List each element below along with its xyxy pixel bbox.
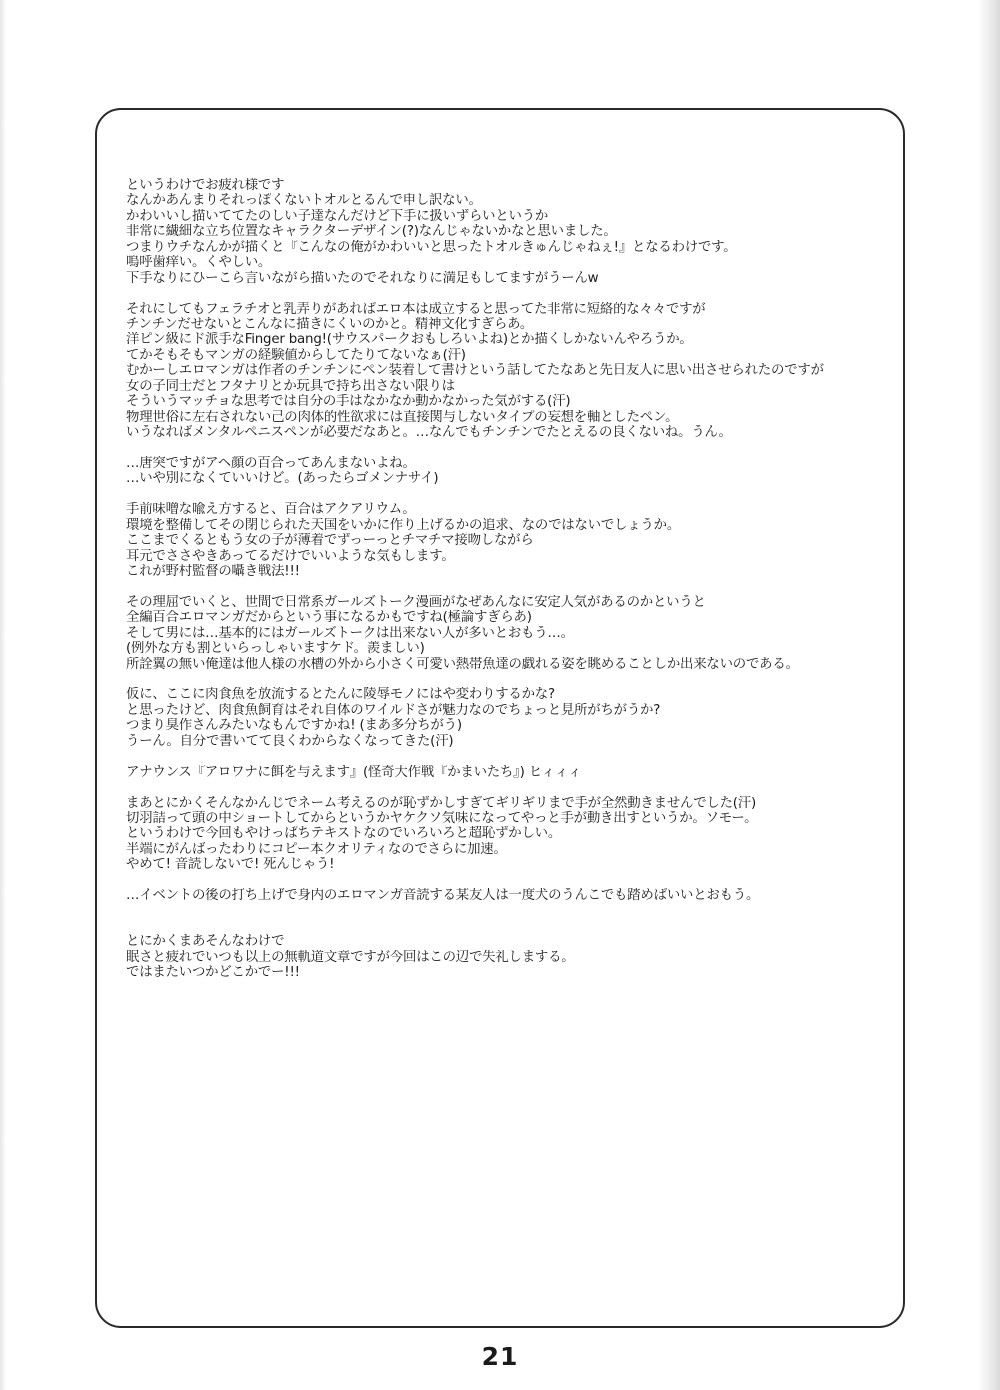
text-line: 非常に繊細な立ち位置なキャラクターデザイン(?)なんじゃないかなと思いました。 (126, 224, 617, 240)
text-line: ここまでくるともう女の子が薄着でずっーっとチマチマ接吻しながら (126, 533, 534, 549)
text-line: 手前味噌な喩え方すると、百合はアクアリウム。 (126, 502, 416, 518)
text-line: とにかくまあそんなわけで (126, 934, 285, 950)
text-line (126, 873, 886, 888)
text-line: 眠さと疲れでいつも以上の無軌道文章ですが今回はこの辺で失礼しまする。 (126, 949, 575, 965)
text-line: …唐突ですがアヘ顔の百合ってあんまないよね。 (126, 455, 416, 471)
text-line: それにしてもフェラチオと乳弄りがあればエロ本は成立すると思ってた非常に短絡的な々々ですが (126, 301, 706, 317)
text-line: そして男には…基本的にはガールズトークは出来ない人が多いとおもう…。 (126, 625, 574, 641)
text-line: そういうマッチョな思考では自分の手はなかなか動かなかった気がする(汗) (126, 394, 571, 410)
text-line (126, 749, 886, 764)
text-line: これが野村監督の囁き戦法!!! (126, 563, 300, 579)
text-line: 洋ピン級にド派手なFinger bang!(サウスパークおもしろいよね)とか描くしかないんやろうか。 (126, 332, 693, 348)
text-line: 耳元でささやきあってるだけでいいような気もします。 (126, 548, 455, 564)
text-line (126, 487, 886, 502)
text-line (126, 919, 886, 934)
page-edge-right (978, 0, 1000, 1390)
text-line (126, 579, 886, 594)
text-line: 下手なりにひーこら言いながら描いたのでそれなりに満足もしてますがうーんw (126, 270, 599, 286)
afterword-text (126, 178, 886, 981)
text-line: いうなればメンタルペニスペンが必要だなあと。…なんでもチンチンでたとえるの良くないね。うん。 (126, 425, 732, 440)
text-line: というわけで今回もやけっぱちテキストなのでいろいろと超恥ずかしい。 (126, 826, 562, 842)
text-line (126, 672, 886, 687)
text-line: 環境を整備してその閉じられた天国をいかに作り上げるかの追求、なのではないでしょうか。 (126, 517, 681, 533)
text-line: 所詮翼の無い俺達は他人様の水槽の外から小さく可愛い熱帯魚達の戯れる姿を眺めることしか出来ないのである。 (126, 656, 799, 672)
text-line: まあとにかくそんなかんじでネーム考えるのが恥ずかしすぎてギリギリまで手が全然動きませんでした(汗) (126, 795, 757, 811)
text-line: 半端にがんばったわりにコピー本クオリティなのでさらに加速。 (126, 841, 507, 857)
text-line: やめて! 音読しないで! 死んじゃう! (126, 857, 335, 873)
text-line: チンチンだせないとこんなに描きにくいのかと。精神文化すぎらあ。 (126, 316, 534, 332)
text-line: むかーしエロマンガは作者のチンチンにペン装着して書けという話してたなあと先日友人に思い出させられたのですが (126, 363, 824, 379)
text-line: なんかあんまりそれっぽくないトオルとるんで申し訳ない。 (126, 193, 482, 209)
text-line: 女の子同士だとフタナリとか玩具で持ち出さない限りは (126, 378, 455, 394)
text-line (126, 286, 886, 301)
text-line: (例外な方も割といらっしゃいますケド。羨ましい) (126, 641, 425, 657)
text-line: てかそもそもマンガの経験値からしてたりてないなぁ(汗) (126, 347, 466, 363)
page-number: 21 (481, 1342, 519, 1371)
text-line (126, 780, 886, 795)
text-line: かわいいし描いててたのしい子達なんだけど下手に扱いずらいというか (126, 208, 549, 224)
text-line: ではまたいつかどこかでー!!! (126, 965, 300, 981)
page-edge-left (0, 0, 6, 1390)
text-line: アナウンス『アロワナに餌を与えます』(怪奇大作戦『かまいたち』) ヒィィィ (126, 764, 582, 780)
text-line: 切羽詰って頭の中ショートしてからというかヤケクソ気味になってやっと手が動き出すというか。ソモー。 (126, 810, 758, 826)
text-line: 仮に、ここに肉食魚を放流するとたんに陵辱モノにはや変わりするかな? (126, 687, 555, 703)
text-line: その理屈でいくと、世間で日常系ガールズトーク漫画がなぜあんなに安定人気があるのかというと (126, 594, 706, 610)
text-line: …イベントの後の打ち上げで身内のエロマンガ音読する某友人は一度犬のうんこでも踏めばいいとおもう。 (126, 888, 760, 904)
text-line: つまりウチなんかが描くと『こんなの俺がかわいいと思ったトオルきゅんじゃねぇ!』となるわけです。 (126, 239, 737, 255)
text-line (126, 440, 886, 455)
text-line: うーん。自分で書いてて良くわからなくなってきた(汗) (126, 733, 454, 749)
text-line: と思ったけど、肉食魚飼育はそれ自体のワイルドさが魅力なのでちょっと見所がちがうか? (126, 702, 661, 718)
text-line (126, 904, 886, 919)
text-line: 物理世俗に左右されない己の肉体的性欲求には直接関与しないタイプの妄想を軸としたペン。 (126, 409, 679, 425)
text-line: …いや別になくていいけど。(あったらゴメンナサイ) (126, 471, 439, 487)
text-line: というわけでお疲れ様です (126, 178, 285, 193)
text-line: 全編百合エロマンガだからという事になるかもですね(極論すぎらあ) (126, 610, 532, 626)
text-line: つまり臭作さんみたいなもんですかね! (まあ多分ちがう) (126, 718, 462, 734)
text-line: 嗚呼歯痒い。くやしい。 (126, 255, 272, 271)
